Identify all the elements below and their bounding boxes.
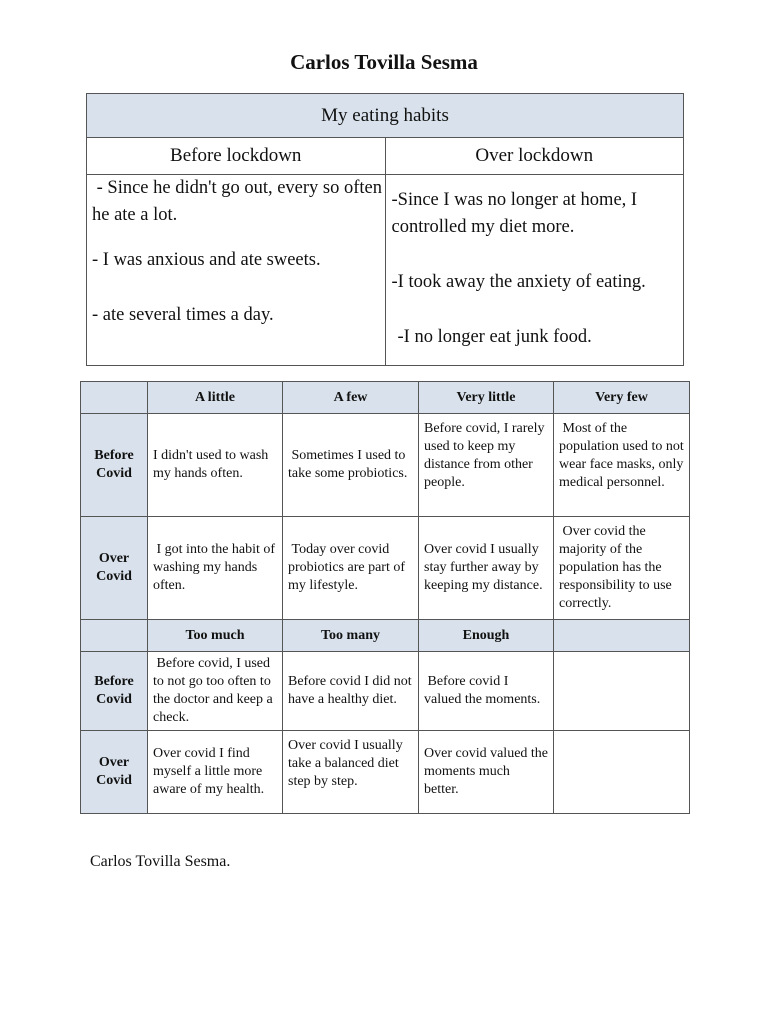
table-cell: Today over covid probiotics are part of my lifestyle. (283, 517, 419, 620)
table-cell (554, 731, 690, 814)
over-item: -I no longer eat junk food. (397, 327, 592, 347)
column-header: A little (148, 382, 283, 414)
table-cell: Over covid valued the moments much better. (419, 731, 554, 814)
covid-habits-table (80, 381, 690, 814)
before-item: - ate several times a day. (92, 305, 274, 325)
over-item: -Since I was no longer at home, I controlled my diet more. (391, 190, 638, 237)
footer-signature: Carlos Tovilla Sesma. (90, 853, 231, 870)
over-lockdown-cell (385, 175, 684, 366)
column-header: Very little (419, 382, 554, 414)
column-header: A few (283, 382, 419, 414)
table-cell: Before covid, I used to not go too often to the doctor and keep a check. (148, 652, 283, 731)
row-label-before: Before Covid (81, 414, 148, 517)
over-item: -I took away the anxiety of eating. (391, 272, 646, 292)
table-cell: Before covid I did not have a healthy diet. (283, 652, 419, 731)
corner-cell (81, 382, 148, 414)
table-cell: Before covid, I rarely used to keep my distance from other people. (419, 414, 554, 517)
before-item: - I was anxious and ate sweets. (92, 250, 321, 270)
table-cell: I got into the habit of washing my hands often. (148, 517, 283, 620)
table-cell: Over covid I usually stay further away by keeping my distance. (419, 517, 554, 620)
eating-habits-heading: My eating habits (87, 94, 684, 138)
table-cell: I didn't used to wash my hands often. (148, 414, 283, 517)
eating-habits-table (86, 93, 684, 366)
before-item: - Since he didn't go out, every so often he ate a lot. (92, 178, 387, 225)
corner-cell (81, 620, 148, 652)
table-cell: Sometimes I used to take some probiotics. (283, 414, 419, 517)
column-header: Too many (283, 620, 419, 652)
table-cell: Over covid the majority of the population has the responsibility to use correctly. (554, 517, 690, 620)
page-title: Carlos Tovilla Sesma (290, 50, 478, 74)
column-header: Very few (554, 382, 690, 414)
over-lockdown-header: Over lockdown (385, 138, 684, 175)
column-header (554, 620, 690, 652)
table-cell: Over covid I find myself a little more aware of my health. (148, 731, 283, 814)
table-cell: Over covid I usually take a balanced diet step by step. (283, 731, 419, 814)
before-lockdown-cell (87, 175, 386, 366)
row-label-before: Before Covid (81, 652, 148, 731)
table-cell: Most of the population used to not wear face masks, only medical personnel. (554, 414, 690, 517)
column-header: Too much (148, 620, 283, 652)
before-lockdown-header: Before lockdown (87, 138, 386, 175)
row-label-over: Over Covid (81, 731, 148, 814)
row-label-over: Over Covid (81, 517, 148, 620)
table-cell (554, 652, 690, 731)
table-cell: Before covid I valued the moments. (419, 652, 554, 731)
column-header: Enough (419, 620, 554, 652)
